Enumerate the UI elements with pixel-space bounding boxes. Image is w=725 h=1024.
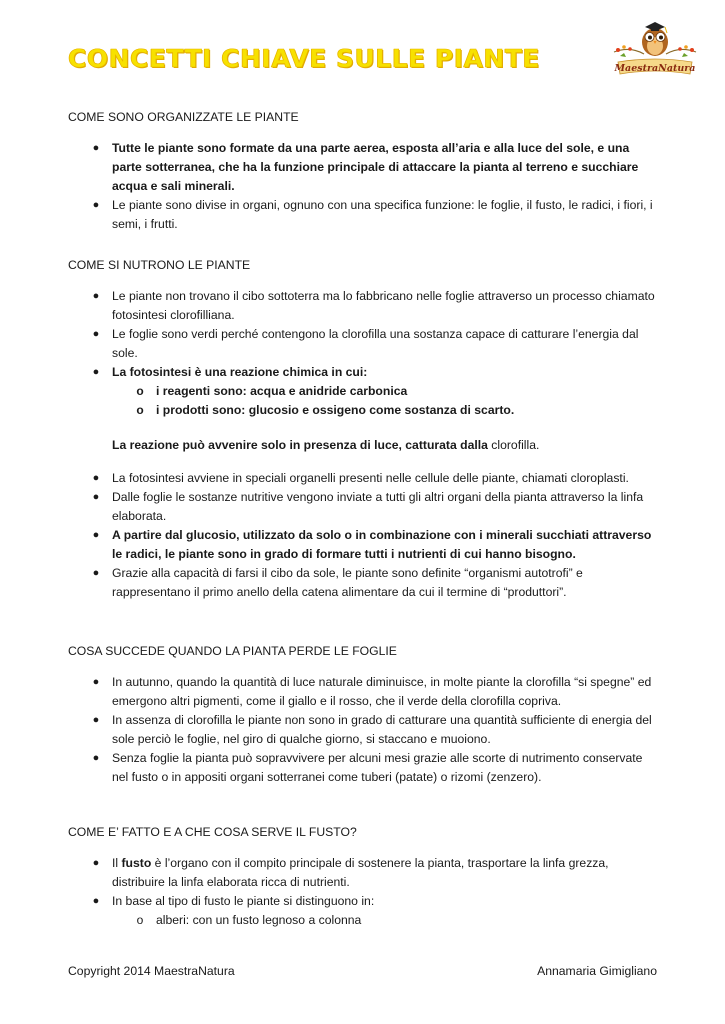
bullet-list [68, 673, 658, 787]
sub-list-item: o i prodotti sono: glucosio e ossigeno come sostanza di scarto. [68, 401, 658, 420]
list-item: ● A partire dal glucosio, utilizzato da solo o in combinazione con i minerali succhiati attraverso le radici, le piante sono in grado di formare tutti i nutrienti di cui hanno bisogno. [68, 526, 658, 564]
section-perdita-foglie [68, 642, 658, 787]
list-item: ● Dalle foglie le sostanze nutritive vengono inviate a tutti gli altri organi della pianta attraverso la linfa elaborata. [68, 488, 658, 526]
sub-list-item: o i reagenti sono: acqua e anidride carbonica [68, 382, 658, 401]
list-item: ● In assenza di clorofilla le piante non sono in grado di catturare una quantità sufficiente di energia del sole perciò le foglie, nel giro di qualche giorno, si staccano e muoiono. [68, 711, 658, 749]
maestranatura-logo [610, 16, 700, 82]
list-item: ● La fotosintesi è una reazione chimica in cui: o i reagenti sono: acqua e anidride carbonica o i prodotti sono: glucosio e ossigeno come sostanza di scarto. [68, 363, 658, 420]
section-fusto [68, 823, 658, 930]
bullet-icon: ● [92, 857, 100, 869]
bullet-icon: ● [92, 328, 100, 340]
section-heading: COSA SUCCEDE QUANDO LA PIANTA PERDE LE FOGLIE [68, 644, 397, 658]
note-paragraph: La reazione può avvenire solo in presenza di luce, catturata dalla clorofilla. [112, 438, 540, 452]
footer-copyright: Copyright 2014 MaestraNatura [68, 964, 235, 978]
section-heading: COME SONO ORGANIZZATE LE PIANTE [68, 110, 299, 124]
bullet-icon: ● [92, 714, 100, 726]
list-item: ● Senza foglie la pianta può sopravvivere per alcuni mesi grazie alle scorte di nutrimento conservate nel fusto o in appositi organi sotterranei come tuberi (patate) o rizomi (zenzero). [68, 749, 658, 787]
document-body [68, 108, 658, 930]
page-title: CONCETTI CHIAVE SULLE PIANTE [68, 44, 540, 73]
bullet-icon: ● [92, 676, 100, 688]
bullet-icon: ● [92, 752, 100, 764]
section-nutrizione [68, 256, 658, 602]
bullet-icon: ● [92, 491, 100, 503]
footer-author: Annamaria Gimigliano [537, 964, 657, 978]
list-item: ● Le foglie sono verdi perché contengono la clorofilla una sostanza capace di catturare l’energia dal sole. [68, 325, 658, 363]
list-item: ● In base al tipo di fusto le piante si distinguono in: o alberi: con un fusto legnoso a colonna [68, 892, 658, 930]
circle-bullet-icon: o [136, 913, 144, 927]
bullet-icon: ● [92, 366, 100, 378]
sub-list [112, 382, 658, 420]
section-heading: COME E’ FATTO E A CHE COSA SERVE IL FUSTO? [68, 825, 357, 839]
section-organizzazione [68, 108, 658, 234]
bullet-icon: ● [92, 290, 100, 302]
bullet-icon: ● [92, 142, 100, 154]
logo-text: MaestraNatura [614, 63, 696, 74]
bullet-icon: ● [92, 199, 100, 211]
list-item: ● Grazie alla capacità di farsi il cibo da sole, le piante sono definite “organismi autotrofi” e rappresentano il primo anello della catena alimentare da cui il termine di “produttori”. [68, 564, 658, 602]
owl-logo-icon [610, 16, 700, 82]
sub-list [112, 911, 658, 930]
circle-bullet-icon: o [136, 403, 144, 417]
bullet-list [68, 287, 658, 420]
list-item: ● Tutte le piante sono formate da una parte aerea, esposta all’aria e alla luce del sole, e una parte sotterranea, che ha la funzione principale di attaccare la pianta al terreno e succhiare acqua e sali minerali. [68, 139, 658, 196]
bullet-icon: ● [92, 529, 100, 541]
bullet-icon: ● [92, 472, 100, 484]
list-item: ● Il fusto è l’organo con il compito principale di sostenere la pianta, trasportare la linfa grezza, distribuire la linfa elaborata ricca di nutrienti. [68, 854, 658, 892]
page-footer [68, 964, 657, 978]
bullet-icon: ● [92, 895, 100, 907]
bullet-list [68, 469, 658, 602]
bullet-list [68, 854, 658, 930]
bullet-list [68, 139, 658, 234]
list-item: ● Le piante non trovano il cibo sottoterra ma lo fabbricano nelle foglie attraverso un processo chiamato fotosintesi clorofilliana. [68, 287, 658, 325]
list-item: ● In autunno, quando la quantità di luce naturale diminuisce, in molte piante la clorofilla “si spegne” ed emergono altri pigmenti, come il giallo e il rosso, che il verde della clorofilla copriva. [68, 673, 658, 711]
list-item: ● La fotosintesi avviene in speciali organelli presenti nelle cellule delle piante, chiamati cloroplasti. [68, 469, 658, 488]
list-item: ● Le piante sono divise in organi, ognuno con una specifica funzione: le foglie, il fusto, le radici, i fiori, i semi, i frutti. [68, 196, 658, 234]
circle-bullet-icon: o [136, 384, 144, 398]
bullet-icon: ● [92, 567, 100, 579]
sub-list-item: o alberi: con un fusto legnoso a colonna [68, 911, 658, 930]
section-heading: COME SI NUTRONO LE PIANTE [68, 258, 251, 272]
